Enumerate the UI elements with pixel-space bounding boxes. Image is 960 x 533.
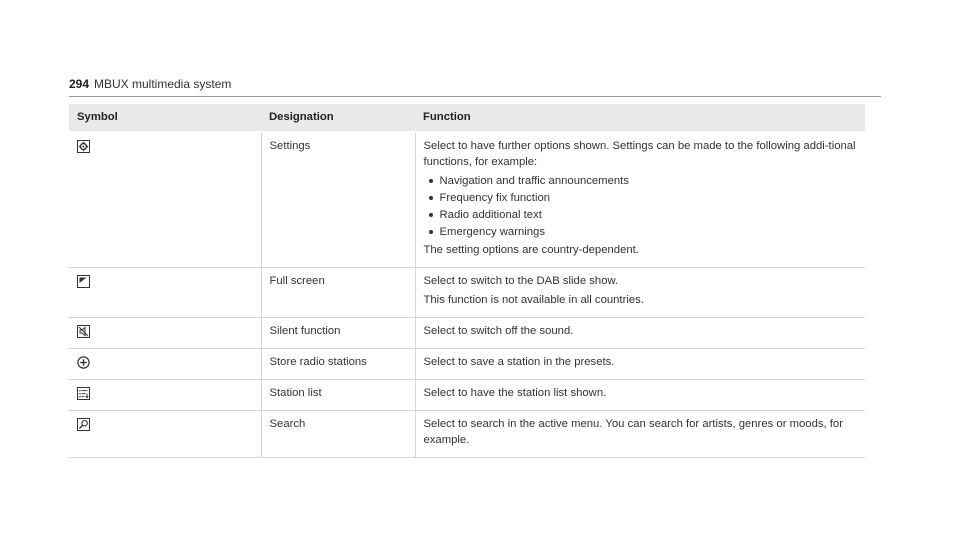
table-row xyxy=(69,132,865,268)
function-cell xyxy=(415,380,865,411)
symbol-cell xyxy=(69,132,261,268)
mute-icon xyxy=(77,325,90,338)
function-text: Select to switch off the sound. xyxy=(423,325,574,337)
designation-cell: Full screen xyxy=(261,268,415,318)
function-text: Select to save a station in the presets. xyxy=(423,356,615,368)
function-text: Select to search in the active menu. You can search for artists, genres or moods, for example. xyxy=(423,418,843,446)
designation-cell: Silent function xyxy=(261,318,415,349)
designation-cell: Search xyxy=(261,411,415,458)
list-item: Emergency warnings xyxy=(440,224,858,240)
function-text: Select to have further options shown. Settings can be made to the following addi-tional functions, for example: xyxy=(423,140,856,168)
list-item: Frequency fix function xyxy=(440,190,858,206)
add-circle-icon xyxy=(77,356,90,369)
table-header-row xyxy=(69,104,865,132)
column-header-symbol: Symbol xyxy=(69,104,261,132)
full-screen-icon xyxy=(77,275,90,288)
table-row xyxy=(69,380,865,411)
option-list xyxy=(424,173,858,240)
station-list-icon xyxy=(77,387,90,400)
symbol-cell xyxy=(69,349,261,380)
function-cell xyxy=(415,318,865,349)
table-row xyxy=(69,318,865,349)
search-icon xyxy=(77,418,90,431)
function-note: The setting options are country-dependent. xyxy=(423,244,639,256)
function-cell xyxy=(415,411,865,458)
page-header xyxy=(69,74,881,97)
function-text: Select to have the station list shown. xyxy=(423,387,607,399)
table-row xyxy=(69,349,865,380)
table-row xyxy=(69,411,865,458)
designation-cell: Settings xyxy=(261,132,415,268)
symbol-cell xyxy=(69,380,261,411)
gear-icon xyxy=(77,140,90,153)
symbol-cell xyxy=(69,318,261,349)
column-header-function: Function xyxy=(415,104,865,132)
designation-cell: Station list xyxy=(261,380,415,411)
list-item: Navigation and traffic announcements xyxy=(440,173,858,189)
symbol-cell xyxy=(69,268,261,318)
symbol-table xyxy=(69,104,865,458)
page-number: 294 xyxy=(69,77,90,91)
column-header-designation: Designation xyxy=(261,104,415,132)
page-title: MBUX multimedia system xyxy=(94,77,232,91)
table-row xyxy=(69,268,865,318)
symbol-cell xyxy=(69,411,261,458)
function-cell xyxy=(415,132,865,268)
function-cell xyxy=(415,268,865,318)
designation-cell: Store radio stations xyxy=(261,349,415,380)
list-item: Radio additional text xyxy=(440,207,858,223)
function-cell xyxy=(415,349,865,380)
function-text: This function is not available in all countries. xyxy=(423,294,644,306)
function-text: Select to switch to the DAB slide show. xyxy=(423,275,619,287)
